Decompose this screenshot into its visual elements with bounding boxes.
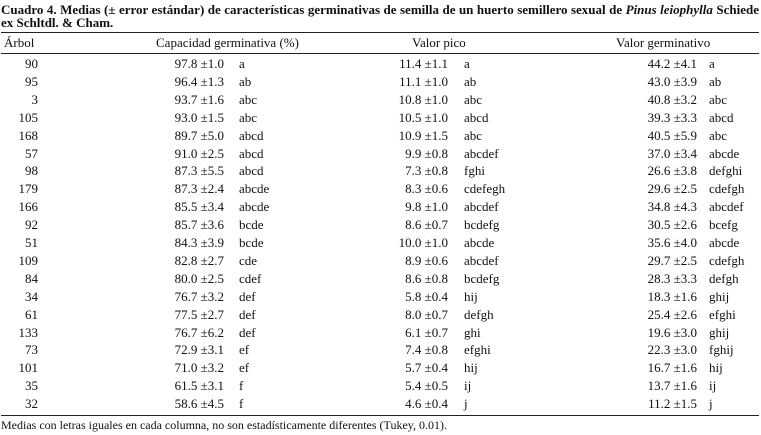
germinativo-value: 40.5 ±5.9 [647, 127, 697, 143]
arbol-cell: 3 [31, 91, 38, 107]
table-row [0, 395, 761, 412]
pico-letters: fghi [464, 163, 485, 179]
table-row [0, 252, 761, 269]
germinativo-value: 37.0 ±3.4 [647, 145, 697, 161]
pico-letters: hij [464, 360, 478, 376]
germinativo-letters: abcdef [709, 199, 744, 215]
arbol-cell: 90 [25, 56, 38, 71]
table-row [0, 359, 761, 376]
capacidad-value: 97.8 ±1.0 [174, 56, 224, 71]
pico-letters: cdefegh [464, 181, 506, 197]
capacidad-value: 58.6 ±4.5 [174, 396, 224, 412]
capacidad-value: 76.7 ±3.2 [174, 288, 224, 304]
pico-value: 5.7 ±0.4 [405, 360, 448, 376]
table-caption [1, 3, 759, 29]
germinativo-letters: defgh [709, 270, 739, 286]
arbol-cell: 101 [18, 360, 38, 376]
capacidad-value: 87.3 ±2.4 [174, 181, 224, 197]
germinativo-letters: ab [709, 73, 722, 89]
germinativo-letters: defghi [709, 163, 743, 179]
capacidad-letters: cdef [239, 270, 262, 286]
arbol-cell: 32 [25, 396, 38, 412]
table-header-rule [1, 53, 759, 54]
pico-letters: j [464, 396, 468, 412]
capacidad-value: 71.0 ±3.2 [174, 360, 224, 376]
table-row [0, 145, 761, 162]
pico-value: 6.1 ±0.7 [405, 324, 448, 340]
pico-value: 11.1 ±1.0 [399, 73, 448, 89]
germinativo-value: 13.7 ±1.6 [647, 378, 697, 394]
caption-suffix: Schiede ex Schltdl. & Cham. [1, 2, 760, 30]
pico-value: 5.8 ±0.4 [405, 288, 448, 304]
table-row [0, 306, 761, 323]
table-row [0, 162, 761, 179]
capacidad-value: 93.0 ±1.5 [174, 109, 224, 125]
pico-value: 9.9 ±0.8 [405, 145, 448, 161]
germinativo-value: 44.2 ±4.1 [647, 56, 697, 71]
pico-value: 8.9 ±0.6 [405, 252, 448, 268]
capacidad-letters: ef [239, 360, 250, 376]
capacidad-letters: ef [239, 342, 250, 358]
table-row [0, 109, 761, 126]
germinativo-letters: j [709, 396, 713, 412]
germinativo-letters: bcefg [709, 217, 738, 233]
arbol-cell: 35 [25, 378, 38, 394]
germinativo-letters: ghij [709, 288, 730, 304]
table-footnote: Medias con letras iguales en cada columna, no son estadísticamente diferentes (Tukey, 0.01). [1, 418, 447, 432]
capacidad-value: 89.7 ±5.0 [174, 127, 224, 143]
germinativo-value: 30.5 ±2.6 [647, 217, 697, 233]
pico-value: 10.9 ±1.5 [398, 127, 448, 143]
pico-value: 8.6 ±0.7 [405, 217, 448, 233]
pico-value: 10.5 ±1.0 [398, 109, 448, 125]
germinativo-letters: hij [709, 360, 723, 376]
capacidad-value: 82.8 ±2.7 [174, 252, 224, 268]
capacidad-value: 76.7 ±6.2 [174, 324, 224, 340]
germinativo-letters: cdefgh [709, 181, 745, 197]
germinativo-letters: abcd [709, 109, 734, 125]
table-row [0, 324, 761, 341]
capacidad-letters: abcde [239, 199, 270, 215]
table-row [0, 73, 761, 90]
germinativo-value: 34.8 ±4.3 [647, 199, 697, 215]
capacidad-letters: abcd [239, 163, 264, 179]
table-row [0, 270, 761, 287]
pico-value: 4.6 ±0.4 [405, 396, 448, 412]
capacidad-value: 61.5 ±3.1 [174, 378, 224, 394]
pico-letters: a [464, 56, 470, 71]
germinativo-value: 26.6 ±3.8 [647, 163, 697, 179]
pico-letters: abcdef [464, 252, 499, 268]
table-row [0, 198, 761, 215]
germinativo-value: 29.7 ±2.5 [647, 252, 697, 268]
capacidad-value: 85.7 ±3.6 [174, 217, 224, 233]
pico-value: 5.4 ±0.5 [405, 378, 448, 394]
pico-letters: abc [464, 91, 483, 107]
germinativo-value: 43.0 ±3.9 [647, 73, 697, 89]
arbol-cell: 166 [18, 199, 38, 215]
caption-prefix: Cuadro 4. Medias (± error estándar) de características germinativas de semilla de un huerto semillero sexual de [1, 2, 623, 17]
pico-value: 10.0 ±1.0 [398, 235, 448, 250]
arbol-cell: 105 [18, 109, 38, 125]
table-row [0, 180, 761, 197]
germinativo-value: 11.2 ±1.5 [648, 396, 697, 412]
capacidad-letters: f [239, 396, 244, 412]
pico-value: 7.3 ±0.8 [405, 163, 448, 179]
capacidad-letters: abcd [239, 127, 264, 143]
table-row [0, 55, 761, 72]
caption-species: Pinus leiophylla [625, 2, 713, 17]
capacidad-letters: a [239, 56, 245, 71]
arbol-cell: 61 [25, 306, 38, 322]
germinativo-letters: cdefgh [709, 252, 745, 268]
capacidad-letters: ab [239, 73, 252, 89]
pico-value: 11.4 ±1.1 [399, 56, 448, 71]
table-row [0, 127, 761, 144]
arbol-cell: 84 [25, 270, 38, 286]
germinativo-letters: abcde [709, 235, 740, 250]
pico-value: 10.8 ±1.0 [398, 91, 448, 107]
arbol-cell: 95 [25, 73, 38, 89]
capacidad-letters: def [239, 324, 256, 340]
germinativo-letters: abc [709, 127, 728, 143]
capacidad-letters: abc [239, 109, 258, 125]
germinativo-value: 35.6 ±4.0 [647, 235, 697, 250]
pico-letters: bcdefg [464, 217, 500, 233]
arbol-cell: 92 [25, 217, 38, 233]
germinativo-letters: ghij [709, 324, 730, 340]
capacidad-letters: abc [239, 91, 258, 107]
table-row [0, 288, 761, 305]
table-bottom-rule [1, 415, 759, 416]
capacidad-letters: def [239, 288, 256, 304]
capacidad-value: 80.0 ±2.5 [174, 270, 224, 286]
pico-letters: abcde [464, 235, 495, 250]
capacidad-value: 87.3 ±5.5 [174, 163, 224, 179]
germinativo-value: 18.3 ±1.6 [647, 288, 697, 304]
germinativo-value: 39.3 ±3.3 [647, 109, 697, 125]
capacidad-letters: def [239, 306, 256, 322]
germinativo-letters: a [709, 56, 715, 71]
capacidad-letters: bcde [239, 217, 264, 233]
pico-letters: abcdef [464, 145, 499, 161]
table-row [0, 216, 761, 233]
pico-letters: abc [464, 127, 483, 143]
header-arbol: Árbol [4, 35, 35, 50]
pico-value: 8.3 ±0.6 [405, 181, 448, 197]
arbol-cell: 133 [18, 324, 38, 340]
pico-value: 9.8 ±1.0 [405, 199, 448, 215]
germinativo-letters: abcde [709, 145, 740, 161]
capacidad-letters: abcde [239, 181, 270, 197]
header-valor-pico: Valor pico [412, 35, 466, 50]
pico-value: 8.6 ±0.8 [405, 270, 448, 286]
germinativo-value: 28.3 ±3.3 [647, 270, 697, 286]
pico-letters: efghi [464, 342, 491, 358]
capacidad-value: 93.7 ±1.6 [174, 91, 224, 107]
capacidad-value: 96.4 ±1.3 [174, 73, 224, 89]
arbol-cell: 57 [25, 145, 38, 161]
header-valor-germinativo: Valor germinativo [616, 35, 711, 50]
pico-value: 7.4 ±0.8 [405, 342, 448, 358]
pico-letters: hij [464, 288, 478, 304]
pico-letters: bcdefg [464, 270, 500, 286]
pico-value: 8.0 ±0.7 [405, 306, 448, 322]
germinativo-value: 25.4 ±2.6 [647, 306, 697, 322]
table-row [0, 377, 761, 394]
table-top-rule [1, 32, 759, 33]
germinativo-letters: ij [709, 378, 717, 394]
capacidad-letters: bcde [239, 235, 264, 250]
capacidad-value: 72.9 ±3.1 [174, 342, 224, 358]
germinativo-value: 19.6 ±3.0 [647, 324, 697, 340]
germinativo-value: 16.7 ±1.6 [647, 360, 697, 376]
capacidad-value: 84.3 ±3.9 [174, 235, 224, 250]
pico-letters: ab [464, 73, 477, 89]
capacidad-letters: abcd [239, 145, 264, 161]
pico-letters: defgh [464, 306, 494, 322]
capacidad-value: 91.0 ±2.5 [174, 145, 224, 161]
germinativo-value: 29.6 ±2.5 [647, 181, 697, 197]
arbol-cell: 98 [25, 163, 38, 179]
germinativo-letters: fghij [709, 342, 734, 358]
capacidad-letters: cde [239, 252, 258, 268]
table-row [0, 91, 761, 108]
table-row [0, 234, 761, 251]
arbol-cell: 179 [18, 181, 38, 197]
germinativo-value: 40.8 ±3.2 [647, 91, 697, 107]
arbol-cell: 109 [18, 252, 38, 268]
germinativo-letters: abc [709, 91, 728, 107]
arbol-cell: 34 [25, 288, 38, 304]
capacidad-letters: f [239, 378, 244, 394]
germinativo-value: 22.3 ±3.0 [647, 342, 697, 358]
capacidad-value: 77.5 ±2.7 [174, 306, 224, 322]
pico-letters: abcd [464, 109, 489, 125]
arbol-cell: 73 [25, 342, 38, 358]
germinativo-letters: efghi [709, 306, 736, 322]
table-row [0, 341, 761, 358]
arbol-cell: 168 [18, 127, 38, 143]
header-capacidad-germinativa: Capacidad germinativa (%) [156, 35, 299, 50]
pico-letters: ghi [464, 324, 481, 340]
pico-letters: ij [464, 378, 472, 394]
capacidad-value: 85.5 ±3.4 [174, 199, 224, 215]
pico-letters: abcdef [464, 199, 499, 215]
arbol-cell: 51 [25, 235, 38, 250]
